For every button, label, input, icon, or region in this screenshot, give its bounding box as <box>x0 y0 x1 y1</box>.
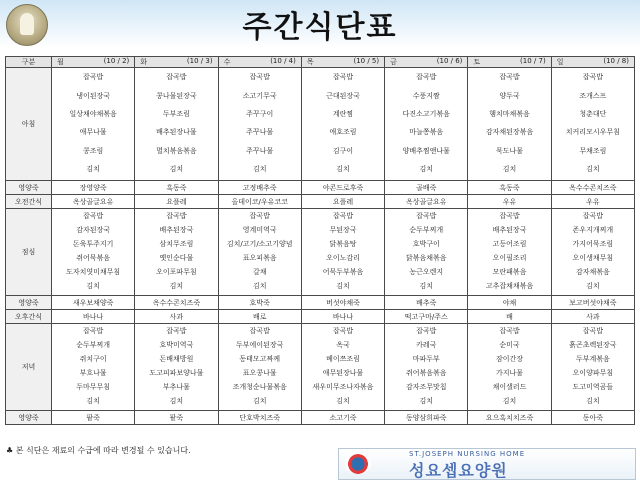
menu-cell <box>52 324 135 411</box>
footer-note: ♣ 본 식단은 재료의 수급에 따라 변경될 수 있습니다. <box>6 446 191 455</box>
menu-item: 잡곡밥 <box>499 73 520 82</box>
menu-item: 무된장국 <box>329 226 357 235</box>
menu-item: 두마무무침 <box>76 383 111 392</box>
table-header-row <box>6 57 635 68</box>
menu-item: 오이생채무침 <box>572 254 614 263</box>
row-label: 아침 <box>6 68 52 181</box>
menu-item: 잡곡밥 <box>332 327 354 336</box>
menu-item: 김치 <box>86 282 100 291</box>
menu-item: 일상채야채볶음 <box>69 109 117 118</box>
menu-item: 모란패볶음 <box>492 268 527 277</box>
day-date: (10 / 4) <box>270 57 296 65</box>
menu-item: 돈배채방원 <box>159 355 194 364</box>
table-body <box>6 68 635 425</box>
menu-item: 청춘대단 <box>579 109 607 118</box>
menu-item: 잡곡밥 <box>166 327 187 336</box>
menu-item: 고추잡채채볶음 <box>485 282 534 291</box>
menu-item: 콩조림 <box>82 146 104 155</box>
column-header-day <box>301 57 384 68</box>
table-row <box>6 310 635 324</box>
menu-cell <box>301 324 384 411</box>
menu-item: 장영양죽 <box>52 181 135 195</box>
menu-item: 흙곤초렉된장국 <box>569 341 617 350</box>
menu-item: 김치 <box>419 164 434 173</box>
menu-item: 버섯야채죽 <box>301 296 384 310</box>
menu-cell <box>551 68 634 181</box>
table-row <box>6 209 635 296</box>
day-name: 토 <box>473 58 481 66</box>
menu-item: 팥죽 <box>52 411 135 425</box>
menu-item: 잡곡밥 <box>332 212 354 221</box>
table-row <box>6 181 635 195</box>
menu-cell <box>385 209 468 296</box>
table-row <box>6 411 635 425</box>
menu-item: 호박죽 <box>218 296 301 310</box>
menu-item: 동양삼희파죽 <box>385 411 468 425</box>
menu-item: 김치 <box>169 397 184 406</box>
menu-item: 요플레 <box>301 195 384 209</box>
menu-item: 사과 <box>135 310 218 324</box>
menu-item: 존우지개찌개 <box>572 226 614 235</box>
menu-item: 애무나물 <box>79 128 107 137</box>
menu-item: 치커리모시우무침 <box>565 128 620 137</box>
menu-item: 잡곡밥 <box>166 73 187 82</box>
menu-item: 갈채 <box>252 268 267 277</box>
menu-item: 어묵두부볶음 <box>322 268 364 277</box>
table-row <box>6 296 635 310</box>
menu-item: 감자조무맛칩 <box>405 383 447 392</box>
menu-item: 김치 <box>252 164 267 173</box>
menu-item: 야채 <box>468 296 551 310</box>
menu-item: 배로 <box>218 310 301 324</box>
table-row <box>6 324 635 411</box>
menu-item: 배추죽 <box>385 296 468 310</box>
menu-item: 표오피볶음 <box>242 254 277 263</box>
menu-item: 감자된장국 <box>76 226 111 235</box>
menu-item: 옥상골글요유 <box>385 195 468 209</box>
menu-item: 김치 <box>169 164 184 173</box>
menu-item: 부추나물 <box>162 383 190 392</box>
menu-item: 김치 <box>419 282 434 291</box>
menu-item: 잡곡밥 <box>582 327 603 336</box>
menu-cell <box>385 324 468 411</box>
row-label: 점심 <box>6 209 52 296</box>
menu-item: 옥수수콘치즈죽 <box>135 296 218 310</box>
menu-item: 무채조림 <box>579 146 607 155</box>
menu-item: 순두부찌개 <box>409 226 444 235</box>
menu-item: 보고버섯야채죽 <box>551 296 634 310</box>
day-date: (10 / 2) <box>103 57 130 65</box>
menu-item: 요플레 <box>135 195 218 209</box>
menu-item: 계란찜 <box>332 109 354 118</box>
menu-item: 배추된장국 <box>492 226 527 235</box>
menu-item: 도고피파보양나물 <box>149 369 204 378</box>
menu-item: 닭볶음탕 <box>329 240 357 249</box>
menu-item: 근대된장국 <box>326 91 360 100</box>
menu-item: 채이샐러드 <box>492 383 527 392</box>
menu-item: 소고기무국 <box>242 91 277 100</box>
menu-item: 김치 <box>502 164 517 173</box>
menu-item: 소고기죽 <box>301 411 384 425</box>
menu-item: 흑동죽 <box>468 181 551 195</box>
menu-cell <box>52 68 135 181</box>
menu-item: 김치 <box>502 397 517 406</box>
menu-item: 잡곡밥 <box>416 212 437 221</box>
column-header-day <box>551 57 634 68</box>
menu-item: 야콘드로후죽 <box>301 181 384 195</box>
menu-item: 김치 <box>336 164 350 173</box>
menu-item: 오이노감리 <box>326 254 360 263</box>
menu-item: 순미국 <box>499 341 520 350</box>
menu-item: 김치 <box>169 282 184 291</box>
menu-item: 양배추찜앤나물 <box>402 146 450 155</box>
menu-item: 배추된장국 <box>159 226 194 235</box>
menu-item: 팥죽 <box>135 411 218 425</box>
day-name: 금 <box>390 58 397 66</box>
menu-item: 잡곡밥 <box>416 327 437 336</box>
menu-item: 우유 <box>551 195 634 209</box>
day-date: (10 / 8) <box>603 57 629 65</box>
menu-item: 옛인순다물 <box>159 254 194 263</box>
menu-item: 김치 <box>252 397 267 406</box>
menu-item: 동태모고짜께 <box>239 355 280 364</box>
brand-banner <box>338 448 636 480</box>
page-title: 주간식단표 <box>242 10 398 45</box>
menu-item: 김치 <box>336 282 350 291</box>
menu-cell <box>301 68 384 181</box>
column-header-day <box>385 57 468 68</box>
menu-item: 김치 <box>86 164 100 173</box>
menu-item: 조개스프 <box>579 91 607 100</box>
menu-item: 마파두부 <box>412 355 440 364</box>
menu-item: 오이양파무침 <box>572 369 614 378</box>
brand-english-name: ST.JOSEPH NURSING HOME <box>409 450 526 458</box>
menu-item: 김구이 <box>332 146 354 155</box>
menu-item: 애호조림 <box>329 128 357 137</box>
menu-item: 다진소고기볶음 <box>402 109 450 118</box>
menu-item: 애무된장나물 <box>322 369 364 378</box>
column-header-day <box>218 57 301 68</box>
menu-cell <box>218 68 301 181</box>
menu-item: 김치 <box>86 397 100 406</box>
menu-item: 마늘쫑볶음 <box>409 128 444 137</box>
menu-cell <box>135 209 218 296</box>
menu-item: 잡곡밥 <box>82 327 104 336</box>
menu-item: 잡곡밥 <box>499 212 520 221</box>
menu-item: 냉이된장국 <box>76 91 111 100</box>
menu-item: 김치 <box>336 397 350 406</box>
menu-item: 농근오렌지 <box>409 268 444 277</box>
menu-item: 삼치무조림 <box>159 240 194 249</box>
day-name: 월 <box>57 58 64 66</box>
menu-item: 고정배추죽 <box>218 181 301 195</box>
menu-item: 요으흑치치즈죽 <box>468 411 551 425</box>
table-row <box>6 68 635 181</box>
menu-item: 베이쯔조림 <box>326 355 360 364</box>
menu-item: 양두국 <box>499 91 520 100</box>
menu-item: 가지어묵조림 <box>572 240 614 249</box>
menu-item: 부흐나물 <box>79 369 107 378</box>
menu-item: 도고미역곰들 <box>572 383 614 392</box>
column-header-label: 구분 <box>6 57 52 68</box>
row-label: 오후간식 <box>6 310 52 324</box>
menu-item: 김치/고기/소고기양념 <box>226 240 293 249</box>
menu-item: 두부에이된장국 <box>236 341 284 350</box>
menu-item: 김치 <box>586 397 600 406</box>
menu-cell <box>52 209 135 296</box>
menu-item: 잡곡밥 <box>249 327 270 336</box>
menu-item: 김치 <box>586 164 600 173</box>
day-date: (10 / 3) <box>186 57 213 65</box>
menu-item: 주꾸구이 <box>246 109 274 118</box>
menu-item: 가지나물 <box>496 369 524 378</box>
menu-item: 새우보채양죽 <box>52 296 135 310</box>
menu-item: 잡곡밥 <box>582 212 603 221</box>
menu-item: 잡곡밥 <box>166 212 187 221</box>
brand-korean-name: 성요셉요양원 <box>409 461 508 480</box>
menu-cell <box>468 209 551 296</box>
menu-item: 쥐어묵볶음 <box>76 254 111 263</box>
column-header-day <box>468 57 551 68</box>
menu-item: 올데이코/우유코코 <box>218 195 301 209</box>
menu-item: 단호박치즈죽 <box>218 411 301 425</box>
brand-logo-icon <box>345 454 371 474</box>
day-name: 화 <box>140 58 148 66</box>
menu-cell <box>385 68 468 181</box>
menu-item: 카레국 <box>416 341 437 350</box>
menu-item: 수풍지짬 <box>412 91 440 100</box>
column-header-day <box>52 57 135 68</box>
menu-item: 호박미역국 <box>159 341 194 350</box>
menu-item: 두부계볶음 <box>575 355 610 364</box>
menu-item: 콩나물된장국 <box>156 91 197 100</box>
menu-item: 잡곡밥 <box>82 212 104 221</box>
menu-item: 쥐치구이 <box>79 355 107 364</box>
menu-item: 흑동죽 <box>135 181 218 195</box>
menu-item: 바나나 <box>52 310 135 324</box>
row-label: 영양죽 <box>6 181 52 195</box>
menu-cell <box>218 324 301 411</box>
menu-item: 잡곡밥 <box>249 212 270 221</box>
menu-item: 잡곡밥 <box>82 73 104 82</box>
menu-item: 돈육투주지기 <box>72 240 114 249</box>
menu-item: 감자채된장볶음 <box>485 128 534 137</box>
menu-cell <box>551 209 634 296</box>
row-label: 영양죽 <box>6 296 52 310</box>
menu-item: 닭볶음채볶음 <box>405 254 447 263</box>
menu-cell <box>135 324 218 411</box>
menu-item: 잡곡밥 <box>249 73 270 82</box>
weekly-menu-table <box>5 56 635 425</box>
menu-item: 잡곡밥 <box>416 73 437 82</box>
menu-item: 배 <box>468 310 551 324</box>
menu-item: 묵도나물 <box>496 146 524 155</box>
menu-item: 김치 <box>252 282 267 291</box>
menu-item: 옥국 <box>336 341 350 350</box>
menu-item: 잡곡밥 <box>499 327 520 336</box>
menu-item: 멸치볶음볶음 <box>156 146 197 155</box>
menu-item: 순두부찌개 <box>76 341 111 350</box>
menu-item: 두부조림 <box>162 109 190 118</box>
row-label: 영양죽 <box>6 411 52 425</box>
menu-item: 잡곡밥 <box>582 73 603 82</box>
menu-cell <box>551 324 634 411</box>
menu-item: 도자치엿미채무침 <box>66 268 121 277</box>
menu-item: 주꾸나물 <box>246 146 274 155</box>
menu-item: 오이포파무침 <box>156 268 197 277</box>
menu-cell <box>135 68 218 181</box>
menu-item: 오이필조리 <box>492 254 527 263</box>
menu-item: 조개청순나물볶음 <box>232 383 287 392</box>
menu-item: 주꾸나물 <box>246 128 274 137</box>
menu-item: 바나나 <box>301 310 384 324</box>
menu-item: 잡곡밥 <box>332 73 354 82</box>
column-header-day <box>135 57 218 68</box>
menu-item: 사과 <box>551 310 634 324</box>
menu-item: 옥상골글요유 <box>52 195 135 209</box>
menu-cell <box>218 209 301 296</box>
menu-item: 동아죽 <box>551 411 634 425</box>
menu-cell <box>468 324 551 411</box>
menu-item: 김치 <box>586 282 600 291</box>
menu-item: 고등어조림 <box>492 240 527 249</box>
menu-item: 우유 <box>468 195 551 209</box>
menu-item: 배추된장나물 <box>156 128 197 137</box>
menu-cell <box>301 209 384 296</box>
menu-item: 떡고구마/주스 <box>385 310 468 324</box>
menu-item: 새우미무조나자볶음 <box>312 383 374 392</box>
day-name: 수 <box>223 58 231 66</box>
menu-item: 쥐어볶음볶음 <box>405 369 447 378</box>
day-date: (10 / 7) <box>520 57 546 65</box>
table-row <box>6 195 635 209</box>
day-name: 일 <box>556 58 564 66</box>
menu-item: 옥수수콘치즈죽 <box>551 181 634 195</box>
menu-item: 골배죽 <box>385 181 468 195</box>
day-name: 목 <box>306 58 314 66</box>
page-header <box>0 0 640 48</box>
row-label: 오전간식 <box>6 195 52 209</box>
menu-item: 김치 <box>419 397 434 406</box>
menu-item: 감자채볶음 <box>575 268 610 277</box>
row-label: 저녁 <box>6 324 52 411</box>
day-date: (10 / 6) <box>436 57 463 65</box>
day-date: (10 / 5) <box>353 57 380 65</box>
menu-item: 표오콩나물 <box>242 369 277 378</box>
menu-item: 햄치마채볶음 <box>489 109 530 118</box>
menu-item: 호박구이 <box>412 240 440 249</box>
menu-item: 잠이간장 <box>496 355 524 364</box>
menu-cell <box>468 68 551 181</box>
menu-item: 영계미역국 <box>242 226 277 235</box>
